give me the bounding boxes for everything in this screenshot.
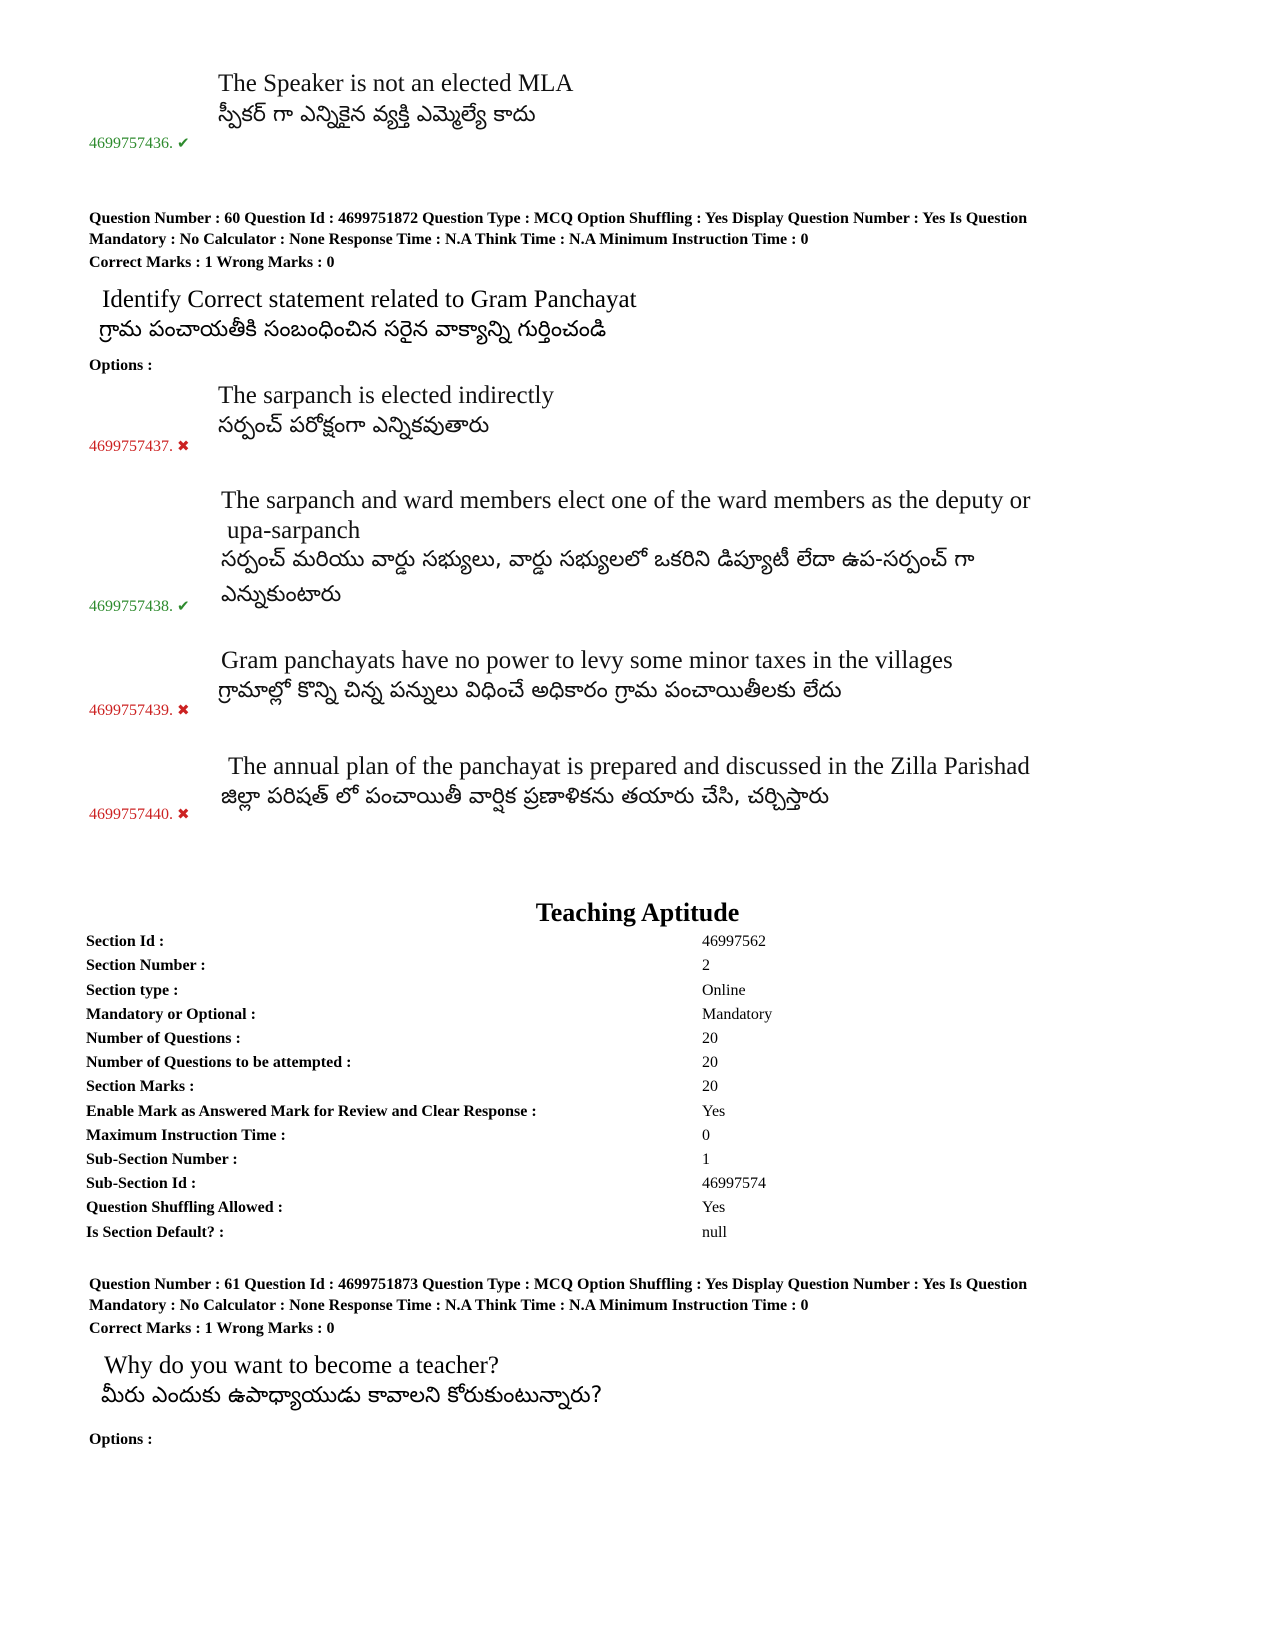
section-title: Teaching Aptitude (535, 898, 740, 927)
section-row (86, 933, 1186, 958)
section-row (86, 1127, 1186, 1152)
section-row-value: Yes (702, 1103, 726, 1120)
cross-icon: ✖ (177, 439, 190, 455)
question-meta-line1: Question Number : 60 Question Id : 4699751872 Question Type : MCQ Option Shuffling : Yes Display Question Number : Yes Is Question (89, 210, 1028, 227)
cross-icon: ✖ (177, 703, 190, 719)
section-row-label: Maximum Instruction Time : (86, 1127, 286, 1144)
option-text-te: సర్పంచ్ మరియు వార్డు సభ్యులు, వార్డు సభ్యులలో ఒకరిని డిప్యూటీ లేదా ఉప-సర్పంచ్ గా (221, 547, 975, 572)
options-label: Options : (89, 357, 153, 374)
section-row-value: Mandatory (702, 1006, 773, 1023)
option-text-te: జిల్లా పరిషత్ లో పంచాయితీ వార్షిక ప్రణాళికను తయారు చేసి, చర్చిస్తారు (221, 784, 830, 809)
section-row-value: Yes (702, 1199, 726, 1216)
section-row-label: Enable Mark as Answered Mark for Review and Clear Response : (86, 1103, 537, 1120)
section-row-value: 46997574 (702, 1175, 766, 1192)
option-id-correct (89, 597, 190, 616)
option-text-en: Gram panchayats have no power to levy some minor taxes in the villages (221, 647, 953, 674)
option-text-te: స్పీకర్ గా ఎన్నికైన వ్యక్తి ఎమ్మెల్యే కాదు (218, 102, 536, 127)
section-row (86, 1030, 1186, 1055)
section-row (86, 1199, 1186, 1224)
question-text-te: మీరు ఎందుకు ఉపాధ్యాయుడు కావాలని కోరుకుంటున్నారు? (101, 1383, 603, 1408)
section-row (86, 1006, 1186, 1031)
option-id-wrong (89, 805, 190, 824)
option-text-te: గ్రామాల్లో కొన్ని చిన్న పన్నులు విధించే అధికారం గ్రామ పంచాయితీలకు లేదు (218, 678, 842, 703)
cross-icon: ✖ (177, 807, 190, 823)
question-meta-line1: Question Number : 61 Question Id : 4699751873 Question Type : MCQ Option Shuffling : Yes Display Question Number : Yes Is Question (89, 1276, 1028, 1293)
section-row-label: Sub-Section Number : (86, 1151, 238, 1168)
option-text-en-cont: upa-sarpanch (227, 517, 361, 544)
section-row-label: Section Id : (86, 933, 165, 950)
option-id-text: 4699757439. (89, 702, 173, 719)
section-row-label: Number of Questions to be attempted : (86, 1054, 352, 1071)
question-meta-line2: Mandatory : No Calculator : None Response Time : N.A Think Time : N.A Minimum Instruction Time : 0 (89, 1297, 809, 1314)
section-row (86, 1175, 1186, 1200)
options-label: Options : (89, 1431, 153, 1448)
question-marks: Correct Marks : 1 Wrong Marks : 0 (89, 1320, 335, 1337)
question-marks: Correct Marks : 1 Wrong Marks : 0 (89, 254, 335, 271)
section-row (86, 1151, 1186, 1176)
section-row-value: 20 (702, 1078, 718, 1095)
option-text-en: The annual plan of the panchayat is prepared and discussed in the Zilla Parishad (228, 753, 1030, 780)
option-id-wrong (89, 437, 190, 456)
check-icon: ✔ (177, 599, 190, 615)
option-id-text: 4699757438. (89, 598, 173, 615)
option-id-wrong (89, 701, 190, 720)
section-row (86, 1054, 1186, 1079)
section-row (86, 1078, 1186, 1103)
section-row (86, 982, 1186, 1007)
section-row-value: 1 (702, 1151, 710, 1168)
question-text-en: Why do you want to become a teacher? (104, 1352, 499, 1379)
check-icon: ✔ (177, 136, 190, 152)
section-row-value: null (702, 1224, 727, 1241)
section-row (86, 1103, 1186, 1128)
option-id-text: 4699757436. (89, 135, 173, 152)
section-row-label: Is Section Default? : (86, 1224, 225, 1241)
section-row-label: Section type : (86, 982, 179, 999)
option-text-te: సర్పంచ్ పరోక్షంగా ఎన్నికవుతారు (218, 413, 490, 438)
question-meta-line2: Mandatory : No Calculator : None Response Time : N.A Think Time : N.A Minimum Instruction Time : 0 (89, 231, 809, 248)
question-text-te: గ్రామ పంచాయతీకి సంబంధించిన సరైన వాక్యాన్ని గుర్తించండి (99, 317, 607, 342)
section-row-label: Section Marks : (86, 1078, 195, 1095)
section-row-value: 20 (702, 1054, 718, 1071)
section-row-value: Online (702, 982, 746, 999)
section-row-label: Sub-Section Id : (86, 1175, 197, 1192)
option-text-te-cont: ఎన్నుకుంటారు (221, 582, 342, 607)
section-row-label: Mandatory or Optional : (86, 1006, 256, 1023)
option-id-correct (89, 134, 190, 153)
question-text-en: Identify Correct statement related to Gram Panchayat (102, 286, 637, 313)
section-row-label: Number of Questions : (86, 1030, 241, 1047)
section-row-label: Section Number : (86, 957, 206, 974)
option-id-text: 4699757437. (89, 438, 173, 455)
section-row (86, 1224, 1186, 1249)
section-row-label: Question Shuffling Allowed : (86, 1199, 283, 1216)
section-row-value: 20 (702, 1030, 718, 1047)
section-row-value: 2 (702, 957, 710, 974)
option-text-en: The sarpanch and ward members elect one of the ward members as the deputy or (221, 487, 1031, 514)
option-text-en: The Speaker is not an elected MLA (218, 70, 574, 97)
option-text-en: The sarpanch is elected indirectly (218, 382, 554, 409)
section-row (86, 957, 1186, 982)
section-row-value: 46997562 (702, 933, 766, 950)
option-id-text: 4699757440. (89, 806, 173, 823)
section-row-value: 0 (702, 1127, 710, 1144)
